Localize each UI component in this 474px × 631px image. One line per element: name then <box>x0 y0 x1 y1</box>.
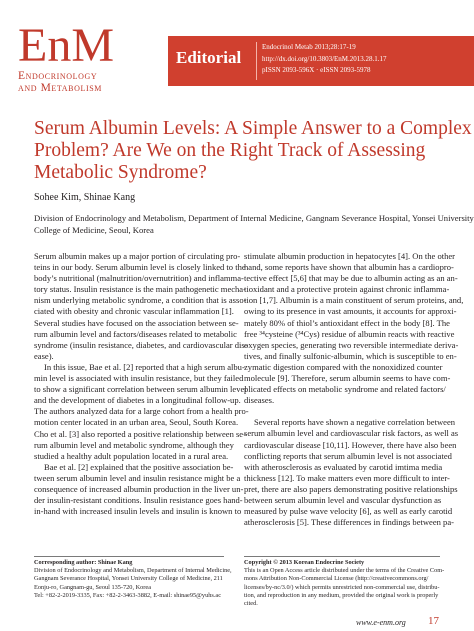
body-line: tives, and finally sulfonic-albumin, which is susceptible to en- <box>244 350 457 361</box>
footnote-line: cited. <box>244 600 258 608</box>
body-line: diseases. <box>244 395 275 406</box>
body-line: owing to its presence in vast amounts, it accounts for approxi- <box>244 306 457 317</box>
footnote-line: Division of Endocrinology and Metabolism, Department of Internal Medicine, <box>34 567 232 575</box>
body-line: Bae et al. [2] explained that the positive association be- <box>44 461 234 472</box>
journal-citation <box>262 42 387 77</box>
page-number: 17 <box>428 615 439 627</box>
issn-line: pISSN 2093-596X · eISSN 2093-5978 <box>262 66 371 74</box>
author-affiliation <box>34 212 474 236</box>
body-line: nism underlying metabolic syndrome, a condition that is asso- <box>34 295 247 306</box>
body-line: consequence of increased albumin production in the liver un- <box>34 483 244 494</box>
affiliation-line: College of Medicine, Seoul, Korea <box>34 225 154 235</box>
body-line: syndrome (insulin resistance, diabetes, and cardiovascular dis- <box>34 339 248 350</box>
section-label: Editorial <box>176 48 242 67</box>
footnote-line: Gangnam Severance Hospital, Yonsei University College of Medicine, 211 <box>34 575 223 583</box>
logo-subtitle-line-1: Endocrinology <box>18 70 98 82</box>
body-line: rum albumin level and factors/diseases related to metabolic <box>34 328 237 339</box>
body-line: rum albumin level and metabolic syndrome, although they <box>34 439 234 450</box>
footer-divider <box>244 556 440 557</box>
body-line: molecule [9]. Therefore, serum albumin seems to have com- <box>244 373 451 384</box>
body-line: cardiovascular disease [10,11]. However, there have also been <box>244 439 457 450</box>
body-line: to show a significant correlation between serum albumin level <box>34 384 247 395</box>
body-line: studied a healthy adult population located in a rural area. <box>34 450 229 461</box>
journal-url[interactable]: www.e-enm.org <box>356 618 406 627</box>
copyright-heading: Copyright © 2013 Korean Endocrine Society <box>244 559 365 566</box>
footer-divider <box>34 556 224 557</box>
body-line: conflicting reports that serum albumin level is not associated <box>244 450 452 461</box>
body-line: der insulin-resistant conditions. Insulin resistance goes hand- <box>34 495 243 506</box>
contact-line: Tel: +82-2-2019-3335, Fax: +82-2-3463-3882, E-mail: shinae95@yuhs.ac <box>34 591 221 599</box>
footnote-line: mons Attribution Non-Commercial License (http://creativecommons.org/ <box>244 575 429 583</box>
body-line: Cho et al. [3] also reported a positive relationship between se- <box>34 428 246 439</box>
title-line: Metabolic Syndrome? <box>34 162 207 183</box>
body-line: Serum albumin makes up a major portion of circulating pro- <box>34 251 241 261</box>
doi-link[interactable]: http://dx.doi.org/10.3803/EnM.2013.28.1.17 <box>262 54 387 63</box>
corresponding-author-heading: Corresponding author: Shinae Kang <box>34 559 133 566</box>
body-line: pret, there are also papers demonstrating positive relationships <box>244 483 458 494</box>
footnote-line: Eonju-ro, Gangnam-gu, Seoul 135-720, Korea <box>34 583 151 591</box>
body-line: free ³⁴cysteine (³⁴Cys) residue of albumin reacts with reactive <box>244 328 455 339</box>
body-line: ease). <box>34 350 54 361</box>
body-line: In this issue, Bae et al. [2] reported that a high serum albu- <box>44 361 245 372</box>
affiliation-line: Division of Endocrinology and Metabolism, Department of Internal Medicine, Gangnam Severance Hospital, Yonsei University <box>34 213 474 223</box>
footnote-line: licenses/by-nc/3.0/) which permits unrestricted non-commercial use, distribu- <box>244 583 440 591</box>
article-authors: Sohee Kim, Shinae Kang <box>34 192 136 203</box>
body-line: ciated with obesity and chronic vascular inflammation [1]. <box>34 306 234 317</box>
body-line: min level is associated with insulin resistance, but they failed <box>34 373 244 384</box>
corresponding-author-note <box>34 559 234 600</box>
journal-logo <box>18 19 158 94</box>
body-line: teins in our body. Serum albumin level is closely linked to the <box>34 262 246 273</box>
body-line: zymatic digestion compared with the nonoxidized counter <box>244 361 443 372</box>
logo-wordmark: EnM <box>18 19 114 72</box>
body-line: atherosclerosis [5]. These differences in findings between pa- <box>244 517 454 528</box>
body-line: plicated effects on metabolic syndrome and related factors/ <box>244 384 446 395</box>
body-line: tective effect [5,6] that may be due to albumin acting as an an- <box>244 273 458 284</box>
body-line: The authors analyzed data for a large cohort from a health pro- <box>34 406 249 417</box>
body-line: stimulate albumin production in hepatocytes [4]. On the other <box>244 251 456 261</box>
body-line: tory status. Insulin resistance is the main pathogenetic mecha- <box>34 284 246 295</box>
body-line: measured by pulse wave velocity [6], as well as early carotid <box>244 506 453 517</box>
body-line: Several reports have shown a negative correlation between <box>254 417 456 428</box>
body-line: motion center located in an urban area, Seoul, South Korea. <box>34 417 239 428</box>
body-line: with atherosclerosis as evaluated by carotid imtima media <box>244 461 443 472</box>
body-line: hand, some reports have shown that albumin has a cardiopro- <box>244 262 454 273</box>
citation-line: Endocrinol Metab 2013;28:17-19 <box>262 43 356 51</box>
body-line: thickness [12]. To make matters even more difficult to inter- <box>244 472 450 483</box>
banner-divider <box>256 42 257 80</box>
logo-subtitle <box>18 70 158 94</box>
body-line: mately 80% of thiol’s antioxidant effect in the body [8]. The <box>244 317 450 328</box>
body-line: between serum albumin level and vascular dysfunction as <box>244 494 442 505</box>
body-line: tween serum albumin level and insulin resistance might be a <box>34 472 241 483</box>
title-line: Problem? Are We on the Right Track of Assessing <box>34 140 426 161</box>
footnote-line: tion, and reproduction in any medium, provided the original work is properly <box>244 591 439 599</box>
article-title <box>34 118 472 184</box>
body-line: oxygen species, generating two reversible intermediate deriva- <box>244 339 459 350</box>
body-line: and the development of diabetes in a longitudinal follow-up. <box>34 395 241 406</box>
logo-subtitle-line-2: and Metabolism <box>18 82 102 94</box>
body-line: body’s nutritional (malnutrition/overnutrition) and inflamma- <box>34 273 244 284</box>
footnote-line: This is an Open Access article distributed under the terms of the Creative Com- <box>244 567 445 575</box>
body-line: serum albumin level and cardiovascular risk factors, as well as <box>244 428 459 439</box>
body-line: tioxidant and a protective protein against chronic inflamma- <box>244 284 450 295</box>
title-line: Serum Albumin Levels: A Simple Answer to a Complex <box>34 118 472 139</box>
body-line: tion [1,7]. Albumin is a main constituent of serum proteins, and, <box>244 295 464 306</box>
body-line: in-hand with increased insulin levels and insulin is known to <box>34 506 242 517</box>
body-line: Several studies have focused on the association between se- <box>34 317 239 328</box>
body-column-right <box>244 251 464 528</box>
body-column-left <box>34 251 249 517</box>
copyright-note <box>244 559 448 608</box>
